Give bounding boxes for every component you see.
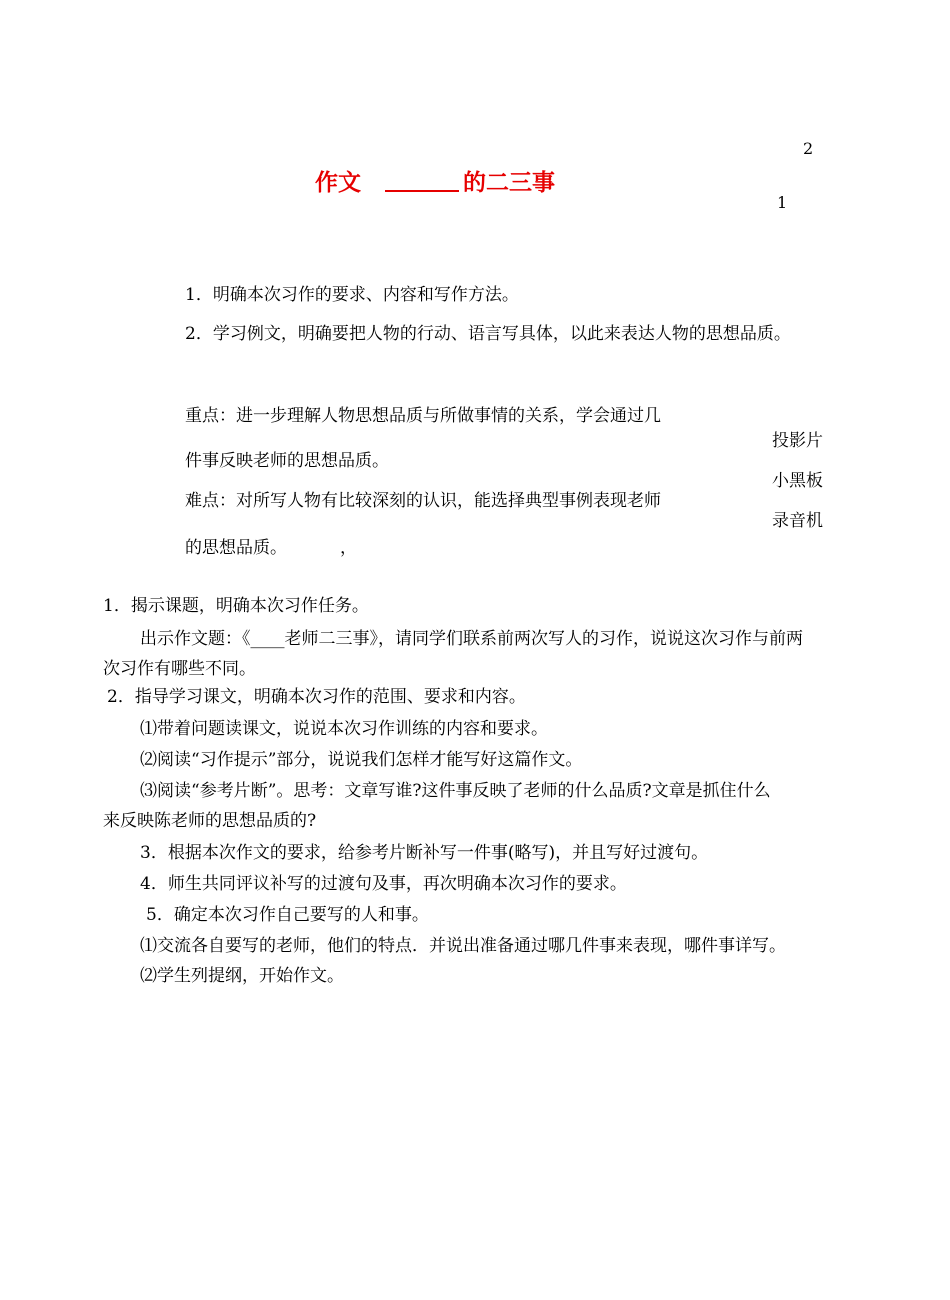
material-projector-slides: 投影片 xyxy=(772,431,823,451)
key-point-line-1: 重点：进一步理解人物思想品质与所做事情的关系，学会通过几 xyxy=(185,406,661,426)
procedure-line: 4．师生共同评议补写的过渡句及事，再次明确本次习作的要求。 xyxy=(140,874,627,894)
title-suffix: 的二三事 xyxy=(463,170,555,196)
procedure-line: ⑴交流各自要写的老师，他们的特点．并说出准备通过哪几件事来表现，哪件事详写。 xyxy=(140,936,786,956)
material-tape-recorder: 录音机 xyxy=(772,511,823,531)
procedure-line: ⑵学生列提纲，开始作文。 xyxy=(140,966,344,986)
corner-number-bottom: 1 xyxy=(777,193,788,212)
procedure-line: 3．根据本次作文的要求，给参考片断补写一件事(略写)，并且写好过渡句。 xyxy=(140,843,709,863)
material-small-blackboard: 小黑板 xyxy=(772,471,823,491)
procedure-line: 5．确定本次习作自己要写的人和事。 xyxy=(146,905,429,925)
procedure-line: ⑶阅读“参考片断”。思考：文章写谁?这件事反映了老师的什么品质?文章是抓住什么 xyxy=(140,781,771,801)
procedure-line: 1．揭示课题，明确本次习作任务。 xyxy=(103,596,369,616)
page-title xyxy=(315,168,555,195)
procedure-line: ⑴带着问题读课文，说说本次习作训练的内容和要求。 xyxy=(140,719,548,739)
procedure-line: 来反映陈老师的思想品质的? xyxy=(103,811,317,831)
difficulty-line-1: 难点：对所写人物有比较深刻的认识，能选择典型事例表现老师 xyxy=(185,491,661,511)
objective-1: 1．明确本次习作的要求、内容和写作方法。 xyxy=(185,285,519,305)
procedure-line: 次习作有哪些不同。 xyxy=(103,659,256,679)
procedure-line: ⑵阅读“习作提示”部分，说说我们怎样才能写好这篇作文。 xyxy=(140,750,583,770)
corner-number-top: 2 xyxy=(803,139,814,158)
stray-comma: ， xyxy=(340,538,357,558)
procedure-line: 2．指导学习课文，明确本次习作的范围、要求和内容。 xyxy=(107,687,526,707)
title-blank xyxy=(385,170,459,192)
procedure-line: 出示作文题：《____老师二三事》，请同学们联系前两次写人的习作，说说这次习作与前两 xyxy=(140,629,803,649)
title-prefix: 作文 xyxy=(315,170,361,196)
key-point-line-2: 件事反映老师的思想品质。 xyxy=(185,451,389,471)
difficulty-line-2: 的思想品质。 xyxy=(185,538,287,558)
objective-2: 2．学习例文，明确要把人物的行动、语言写具体，以此来表达人物的思想品质。 xyxy=(185,324,791,344)
